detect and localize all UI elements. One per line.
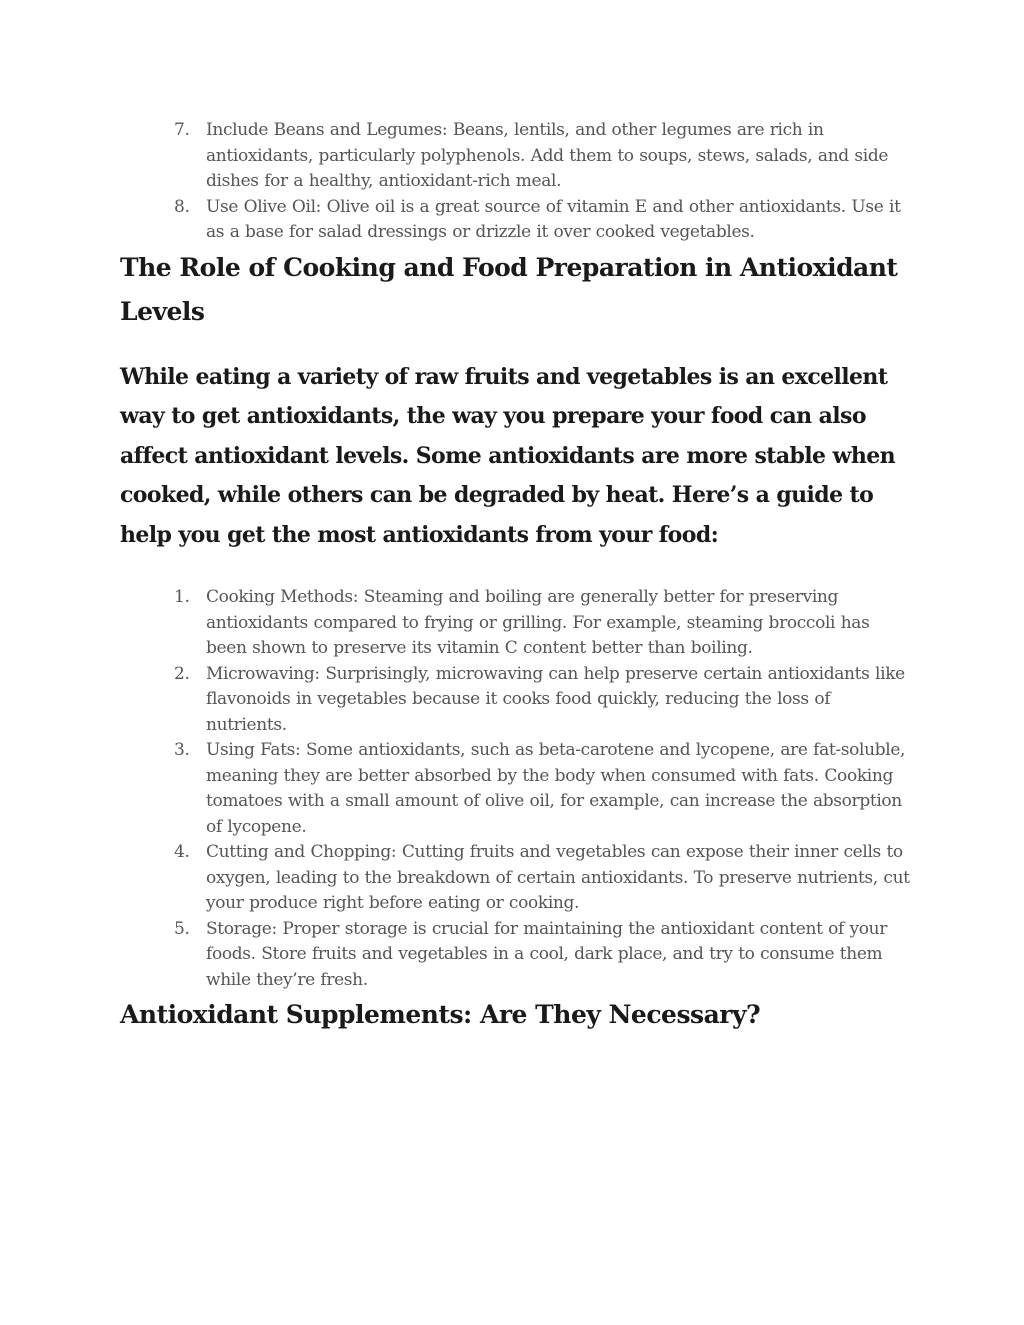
list-item-text: Cooking Methods: Steaming and boiling are generally better for preserving antioxidants compared to frying or grilling. For example, steaming broccoli has been shown to preserve its vitamin C content better than boiling. (206, 587, 870, 659)
list-item (120, 585, 910, 662)
list-item-text: Using Fats: Some antioxidants, such as beta-carotene and lycopene, are fat-soluble, meaning they are better absorbed by the body when consumed with fats. Cooking tomatoes with a small amount of olive oil, for example, can increase the absorption of lycopene. (206, 740, 906, 837)
list-item-text: Cutting and Chopping: Cutting fruits and vegetables can expose their inner cells to oxygen, leading to the breakdown of certain antioxidants. To preserve nutrients, cut your produce right before eating or cooking. (206, 842, 910, 914)
list-item-number: 1. (174, 587, 190, 608)
list-item (120, 917, 910, 994)
list-item (120, 118, 910, 195)
list-item-text: Include Beans and Legumes: Beans, lentils, and other legumes are rich in antioxidants, particularly polyphenols. Add them to soups, stews, salads, and side dishes for a healthy, antioxidant-rich meal. (206, 120, 889, 191)
list-item-number: 3. (174, 740, 190, 761)
list-item-text: Storage: Proper storage is crucial for maintaining the antioxidant content of your foods. Store fruits and vegetables in a cool, dark place, and try to consume them while they’re fresh. (206, 918, 888, 990)
list-item (120, 738, 910, 840)
page-content (120, 118, 910, 1037)
list-item-number: 4. (174, 842, 190, 863)
supplements-section-heading: Antioxidant Supplements: Are They Necessary? (120, 1000, 761, 1030)
list-item-number: 5. (174, 918, 190, 939)
list-item (120, 662, 910, 739)
cooking-section-heading: The Role of Cooking and Food Preparation in Antioxidant Levels (120, 252, 898, 326)
list-item-number: 8. (174, 196, 190, 217)
tips-list-continued (120, 118, 910, 246)
list-item-text: Microwaving: Surprisingly, microwaving can help preserve certain antioxidants like flavonoids in vegetables because it cooks food quickly, reducing the loss of nutrients. (206, 663, 905, 735)
list-item-text: Use Olive Oil: Olive oil is a great source of vitamin E and other antioxidants. Use it as a base for salad dressings or drizzle it over cooked vegetables. (206, 196, 901, 242)
list-item-number: 7. (174, 120, 190, 140)
list-item (120, 195, 910, 246)
cooking-tips-list (120, 585, 910, 993)
cooking-intro-paragraph: While eating a variety of raw fruits and vegetables is an excellent way to get antioxidants, the way you prepare your food can also affect antioxidant levels. Some antioxidants are more stable when cooked, while others can be degraded by heat. Here’s a guide to help you get the most antioxidants from your food: (120, 363, 896, 548)
list-item (120, 840, 910, 917)
list-item-number: 2. (174, 663, 190, 684)
